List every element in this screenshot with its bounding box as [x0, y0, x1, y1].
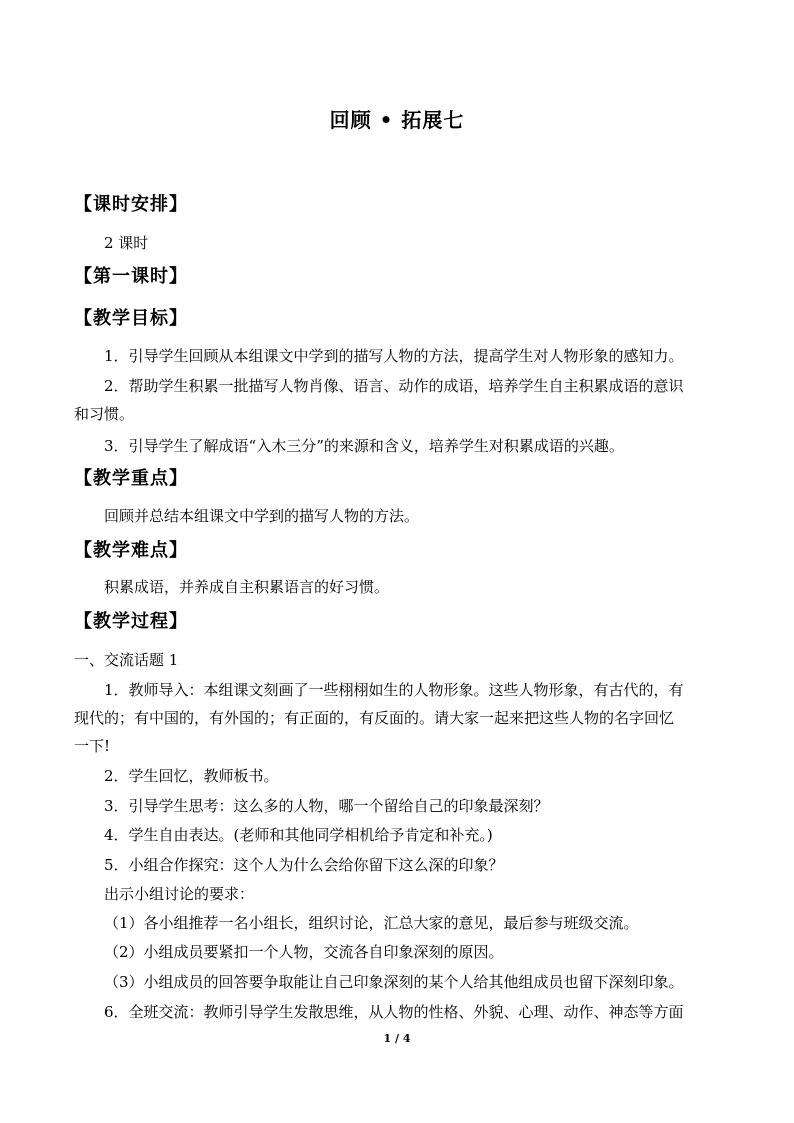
- process-line: （2）小组成员要紧扣一个人物，交流各自印象深刻的原因。: [104, 943, 504, 961]
- difficulty-heading: 【教学难点】: [74, 540, 188, 561]
- goal-item: 1．引导学生回顾从本组课文中学到的描写人物的方法，提高学生对人物形象的感知力。: [104, 347, 684, 365]
- document-title: 回顾 • 拓展七: [329, 108, 465, 132]
- process-line: 6．全班交流：教师引导学生发散思维，从人物的性格、外貌、心理、动作、神态等方面: [104, 1003, 684, 1021]
- process-line: 4．学生自由表达。(老师和其他同学相机给予肯定和补充。): [104, 826, 493, 844]
- focus-text: 回顾并总结本组课文中学到的描写人物的方法。: [104, 507, 420, 525]
- process-line: 3．引导学生思考：这么多的人物，哪一个留给自己的印象最深刻？: [104, 797, 549, 815]
- process-line: 一下!: [74, 737, 111, 755]
- process-line: 现代的；有中国的，有外国的；有正面的，有反面的。请大家一起来把这些人物的名字回忆: [74, 709, 675, 727]
- difficulty-text: 积累成语，并养成自主积累语言的好习惯。: [104, 578, 390, 596]
- process-line: 5．小组合作探究：这个人为什么会给你留下这么深的印象？: [104, 856, 504, 874]
- process-line: 1．教师导入：本组课文刻画了一些栩栩如生的人物形象。这些人物形象，有古代的，有: [104, 681, 684, 699]
- focus-heading: 【教学重点】: [74, 468, 188, 489]
- goal-item: 2．帮助学生积累一批描写人物肖像、语言、动作的成语，培养学生自主积累成语的意识: [104, 377, 684, 395]
- page-number: 1 / 4: [383, 1032, 411, 1045]
- first-lesson-heading: 【第一课时】: [74, 266, 188, 287]
- process-line: 2．学生回忆，教师板书。: [104, 767, 279, 785]
- goal-item-continuation: 和习惯。: [74, 405, 135, 423]
- goals-heading: 【教学目标】: [74, 308, 188, 329]
- process-heading: 【教学过程】: [74, 611, 188, 632]
- process-line: 一、交流话题 1: [74, 651, 179, 669]
- process-line: （3）小组成员的回答要争取能让自己印象深刻的某个人给其他组成员也留下深刻印象。: [104, 973, 684, 991]
- schedule-text: 2 课时: [104, 234, 149, 252]
- process-line: （1）各小组推荐一名小组长，组织讨论，汇总大家的意见，最后参与班级交流。: [104, 914, 639, 932]
- goal-item: 3．引导学生了解成语“入木三分”的来源和含义，培养学生对积累成语的兴趣。: [104, 437, 624, 455]
- schedule-heading: 【课时安排】: [74, 194, 188, 215]
- process-line: 出示小组讨论的要求：: [104, 885, 255, 903]
